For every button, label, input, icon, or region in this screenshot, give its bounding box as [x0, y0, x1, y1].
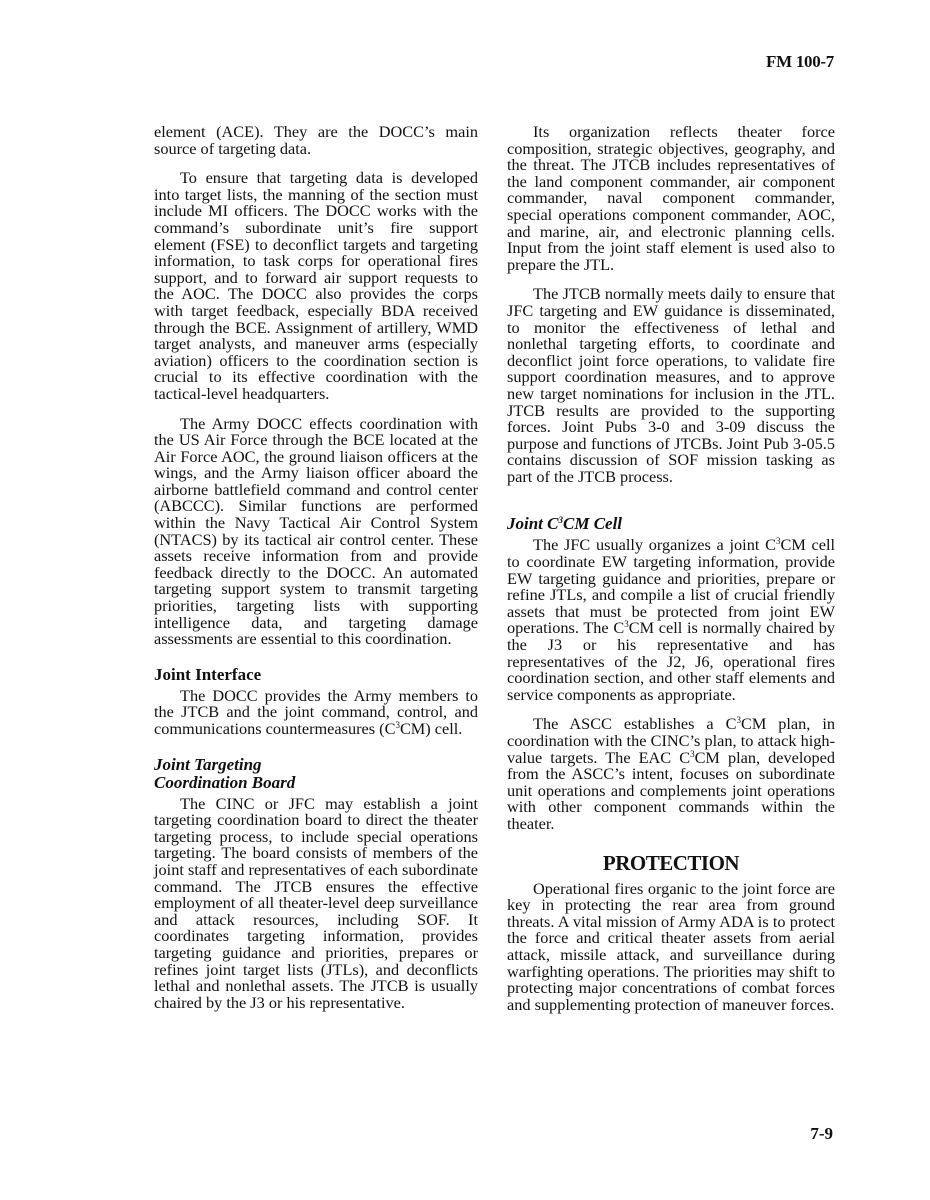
paragraph: The JTCB normally meets daily to ensure that JFC targeting and EW guidance is disseminated, to monitor the effectiveness of lethal and nonlethal targeting efforts, to coordinate and deconflict joint force operations, to validate fire support coordination measures, and to approve new target nominations for inclusion in the JTL. JTCB results are provided to the supporting forces. Joint Pubs 3-0 and 3-09 discuss the purpose and functions of JTCBs. Joint Pub 3-05.5 contains discussion of SOF mission tasking as part of the JTCB process. — [507, 284, 835, 486]
heading-jtcb: Joint Targeting Coordination Board — [154, 754, 296, 792]
paragraph: To ensure that targeting data is developed into target lists, the manning of the section must include MI officers. The DOCC works with the command’s subordinate unit’s fire support element (FSE) to deconflict targets and targeting information, to task corps for operational fires support, and to forward air support requests to the AOC. The DOCC also provides the corps with target feedback, especially BDA received through the BCE. Assignment of artillery, WMD target analysts, and maneuver arms (especially aviation) officers to the coordination section is crucial to its effective coordination with the tactical-level headquarters. — [154, 168, 478, 403]
heading-protection: PROTECTION — [602, 850, 740, 875]
page-number: 7-9 — [810, 1124, 833, 1143]
paragraph: The JFC usually organizes a joint $C^3CM$ cell to coordinate EW targeting information, provide EW targeting guidance and priorities, prepare or refine JTLs, and compile a list of crucial friendly assets that must be protected from joint EW operations. The $C^3CM$ cell is normally chaired by the J3 or his representative and has representatives of the J2, J6, operational fires coordination section, and other staff elements and service components as appropriate. — [507, 535, 836, 704]
paragraph: Its organization reflects theater force composition, strategic objectives, geography, and the threat. The JTCB includes representatives of the land component commander, air component commander, naval component commander, special operations component commander, AOC, and marine, air, and electronic planning cells. Input from the joint staff element is used also to prepare the JTL. — [507, 122, 835, 274]
paragraph: The ASCC establishes a $C^3CM$ plan, in coordination with the CINC’s plan, to attack high-value targets. The EAC $C^3CM$ plan, developed from the ASCC’s intent, focuses on subordinate unit operations and complements joint operations with other component commands within the theater. — [507, 714, 835, 833]
paragraph: The Army DOCC effects coordination with the US Air Force through the BCE located at the Air Force AOC, the ground liaison officers at the wings, and the Army liaison officer aboard the airborne battlefield command and control center (ABCCC). Similar functions are performed within the Navy Tactical Air Control System (NTACS) by its tactical air control center. These assets receive information from and provide feedback directly to the DOCC. An automated targeting support system to transmit targeting priorities, targeting lists with supporting intelligence data, and targeting damage assessments are essential to this coordination. — [154, 413, 478, 649]
document-id: FM 100-7 — [766, 52, 834, 71]
heading-joint-interface: Joint Interface — [154, 664, 262, 684]
paragraph: The DOCC provides the Army members to the JTCB and the joint command, control, and communications countermeasures $(C^3CM)$ cell. — [154, 685, 478, 738]
right-column — [507, 124, 835, 1026]
left-column — [154, 124, 478, 1024]
paragraph: The CINC or JFC may establish a joint targeting coordination board to direct the theater targeting process, to include special operations targeting. The board consists of members of the joint staff and representatives of each subordinate command. The JTCB ensures the effective employment of all theater-level deep surveillance and attack resources, including SOF. It coordinates targeting information, provides targeting guidance and priorities, prepares or refines joint target lists (JTLs), and deconflicts lethal and nonlethal assets. The JTCB is usually chaired by the J3 or his representative. — [154, 793, 478, 1012]
paragraph: Operational fires organic to the joint force are key in protecting the rear area from ground threats. A vital mission of Army ADA is to protect the force and critical theater assets from aerial attack, missile attack, and surveillance during warfighting operations. The priorities may shift to protecting major concentrations of combat forces and supplementing protection of maneuver forces. — [507, 878, 835, 1014]
paragraph: element (ACE). They are the DOCC’s main source of targeting data. — [154, 122, 478, 158]
heading-c3cm-cell: Joint $C^3CM$ Cell — [507, 514, 623, 534]
